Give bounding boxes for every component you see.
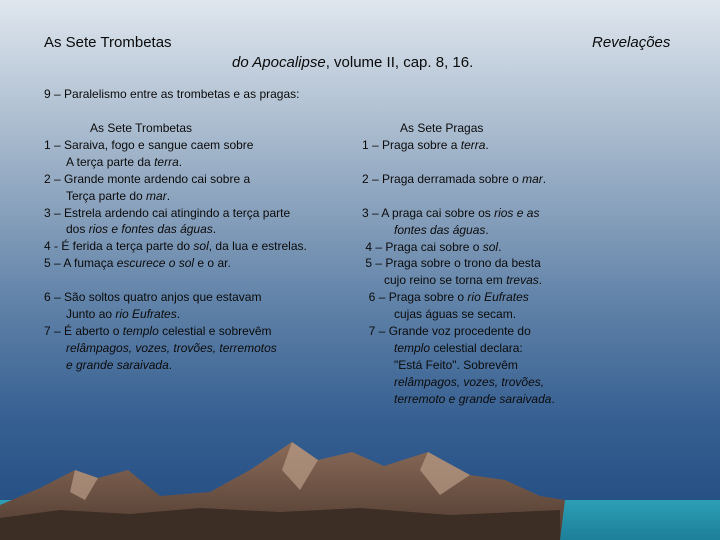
subtitle — [232, 54, 473, 71]
left-line-11: 7 – É aberto o templo celestial e sobrevêm — [44, 323, 272, 338]
left-line-1: 1 – Saraiva, fogo e sangue caem sobre — [44, 137, 254, 152]
header-title-right: Revelações — [592, 34, 671, 51]
right-line-6: 5 – Praga sobre o trono da besta — [365, 256, 541, 271]
right-line-7: cujo reino se torna em trevas. — [384, 273, 543, 288]
left-line-4: Terça parte do mar. — [66, 188, 171, 203]
left-line-9: 6 – São soltos quatro anjos que estavam — [44, 290, 262, 305]
left-line-6: dos rios e fontes das águas. — [66, 222, 217, 237]
left-line-13: e grande saraivada. — [66, 357, 173, 372]
right-line-12: "Está Feito". Sobrevêm — [394, 357, 518, 372]
header-title-left: As Sete Trombetas — [44, 34, 172, 51]
intro-line: 9 – Paralelismo entre as trombetas e as pragas: — [44, 87, 300, 101]
spacer — [362, 188, 555, 205]
left-line-12: relâmpagos, vozes, trovões, terremotos — [66, 340, 277, 355]
subtitle-italic: do Apocalipse — [232, 54, 326, 71]
left-line-10: Junto ao rio Eufrates. — [66, 307, 181, 322]
right-line-3: 3 – A praga cai sobre os rios e as — [362, 205, 540, 220]
right-line-13: relâmpagos, vozes, trovões, — [394, 374, 545, 389]
right-line-14: terremoto e grande saraivada. — [394, 391, 555, 406]
left-column-trumpets — [44, 120, 307, 374]
left-line-2: A terça parte da terra. — [66, 154, 183, 169]
right-line-4: fontes das águas. — [394, 222, 489, 237]
right-column-heading: As Sete Pragas — [400, 121, 484, 135]
left-line-8: 5 – A fumaça escurece o sol e o ar. — [44, 256, 231, 271]
right-line-5: 4 – Praga cai sobre o sol. — [365, 239, 502, 254]
right-line-8: 6 – Praga sobre o rio Eufrates — [368, 290, 529, 305]
right-line-9: cujas águas se secam. — [394, 307, 517, 322]
left-column-heading: As Sete Trombetas — [90, 121, 193, 135]
right-line-1: 1 – Praga sobre a terra. — [362, 137, 489, 152]
spacer — [362, 154, 555, 171]
right-column-plagues — [362, 120, 555, 408]
right-line-2: 2 – Praga derramada sobre o mar. — [362, 171, 547, 186]
spacer — [44, 272, 307, 289]
left-line-7: 4 - É ferida a terça parte do sol, da lua e estrelas. — [44, 239, 307, 254]
right-line-10: 7 – Grande voz procedente do — [368, 324, 531, 339]
left-line-3: 2 – Grande monte ardendo cai sobre a — [44, 171, 251, 186]
left-line-5: 3 – Estrela ardendo cai atingindo a terça parte — [44, 205, 291, 220]
right-line-11: templo celestial declara: — [394, 340, 523, 355]
subtitle-rest: , volume II, cap. 8, 16. — [325, 54, 474, 71]
